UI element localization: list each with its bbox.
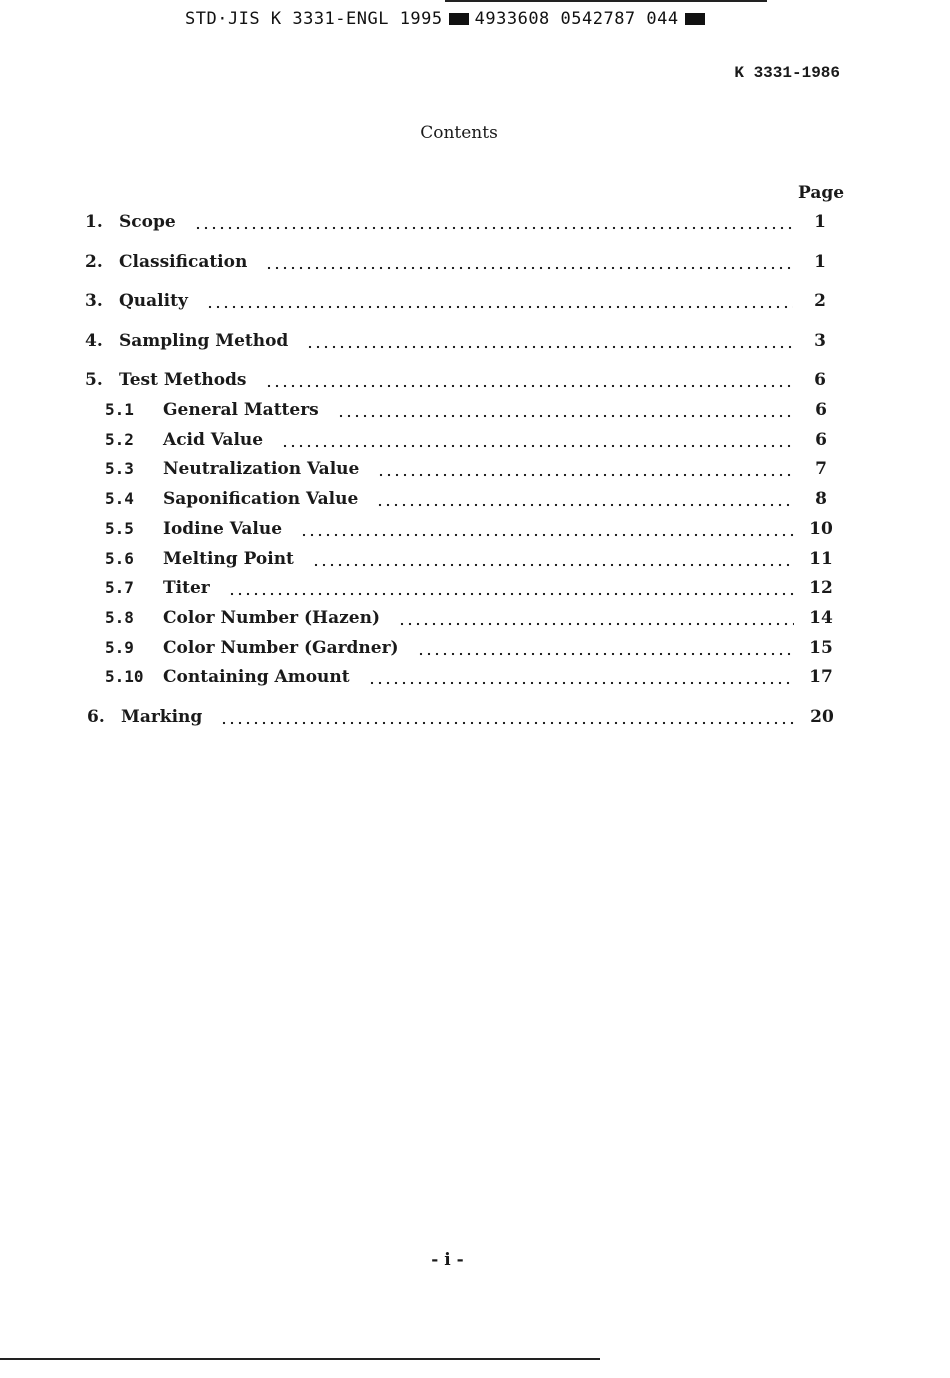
toc-label: Color Number (Hazen): [163, 608, 380, 628]
toc-entry-color-number-gardner[interactable]: [105, 638, 834, 660]
toc-label: Color Number (Gardner): [163, 638, 399, 658]
toc-label: Test Methods: [119, 370, 247, 390]
toc-label: Iodine Value: [163, 519, 283, 539]
black-block-mark: [449, 13, 469, 25]
toc-number: 5.3: [105, 459, 134, 478]
dot-leader: [312, 563, 794, 567]
dot-leader: [398, 622, 794, 626]
toc-number: 5.9: [105, 638, 134, 657]
dot-leader: [368, 681, 794, 685]
toc-label: Containing Amount: [163, 667, 350, 687]
toc-page: 20: [810, 707, 834, 727]
toc-number: 5.5: [105, 519, 134, 538]
toc-number: 2.: [85, 252, 103, 272]
stamp-barcode-number: 4933608 0542787 044: [474, 9, 679, 29]
toc-number: 5.4: [105, 489, 134, 508]
toc-page: 11: [809, 549, 833, 569]
toc-number: 5.6: [105, 549, 134, 568]
toc-number: 6.: [87, 707, 105, 727]
toc-number: 5.10: [105, 667, 144, 686]
toc-page: 6: [815, 430, 827, 450]
toc-label: Marking: [121, 707, 203, 727]
toc-page: 1: [814, 252, 826, 272]
dot-leader: [306, 345, 793, 349]
dot-leader: [265, 384, 794, 388]
toc-page: 6: [814, 370, 826, 390]
toc-entry-iodine-value[interactable]: [105, 519, 834, 541]
dot-leader: [220, 721, 795, 725]
toc-entry-saponification-value[interactable]: [105, 489, 834, 511]
toc-number: 3.: [85, 291, 103, 311]
toc-page: 7: [815, 459, 827, 479]
toc-page: 12: [809, 578, 833, 598]
dot-leader: [194, 226, 793, 230]
toc-entry-general-matters[interactable]: [105, 400, 834, 422]
toc-label: Saponification Value: [163, 489, 359, 509]
toc-label: General Matters: [163, 400, 319, 420]
toc-label: Quality: [119, 291, 188, 311]
dot-leader: [377, 473, 794, 477]
dot-leader: [265, 266, 793, 270]
toc-page: 17: [809, 667, 833, 687]
page-column-header: Page: [798, 183, 845, 203]
toc-entry-scope[interactable]: [85, 212, 833, 234]
dot-leader: [417, 652, 794, 656]
dot-leader: [337, 414, 794, 418]
toc-label: Classification: [119, 252, 248, 272]
dot-leader: [206, 305, 793, 309]
dot-leader: [228, 592, 794, 596]
header-stamp: [185, 9, 711, 29]
page-number-footer: - i -: [431, 1250, 464, 1270]
page-title: Contents: [420, 123, 498, 143]
toc-number: 5.1: [105, 400, 134, 419]
toc-page: 10: [809, 519, 833, 539]
toc-label: Acid Value: [163, 430, 264, 450]
dot-leader: [300, 533, 794, 537]
toc-label: Neutralization Value: [163, 459, 360, 479]
document-number: K 3331-1986: [734, 64, 840, 82]
toc-label: Titer: [163, 578, 210, 598]
dot-leader: [376, 503, 794, 507]
toc-entry-classification[interactable]: [85, 252, 833, 274]
toc-entry-containing-amount[interactable]: [105, 667, 834, 689]
black-block-mark: [685, 13, 705, 25]
stamp-standard-code: STD·JIS K 3331-ENGL 1995: [185, 9, 443, 29]
bottom-rule: [0, 1358, 600, 1360]
toc-page: 8: [815, 489, 827, 509]
dot-leader: [281, 444, 794, 448]
toc-page: 15: [809, 638, 833, 658]
toc-number: 5.7: [105, 578, 134, 597]
toc-entry-acid-value[interactable]: [105, 430, 834, 452]
toc-label: Sampling Method: [119, 331, 289, 351]
toc-entry-melting-point[interactable]: [105, 549, 834, 571]
toc-entry-titer[interactable]: [105, 578, 834, 600]
toc-number: 5.8: [105, 608, 134, 627]
toc-number: 1.: [85, 212, 103, 232]
toc-label: Scope: [119, 212, 176, 232]
toc-page: 1: [814, 212, 826, 232]
toc-entry-quality[interactable]: [85, 291, 833, 313]
toc-entry-neutralization-value[interactable]: [105, 459, 834, 481]
toc-entry-marking[interactable]: [87, 707, 835, 729]
toc-entry-test-methods[interactable]: [85, 370, 833, 392]
toc-page: 3: [814, 331, 826, 351]
toc-number: 4.: [85, 331, 103, 351]
top-rule: [445, 0, 767, 2]
toc-label: Melting Point: [163, 549, 294, 569]
toc-number: 5.: [85, 370, 103, 390]
toc-page: 6: [815, 400, 827, 420]
toc-number: 5.2: [105, 430, 134, 449]
toc-page: 14: [809, 608, 833, 628]
toc-page: 2: [814, 291, 826, 311]
toc-entry-color-number-hazen[interactable]: [105, 608, 834, 630]
toc-entry-sampling-method[interactable]: [85, 331, 833, 353]
